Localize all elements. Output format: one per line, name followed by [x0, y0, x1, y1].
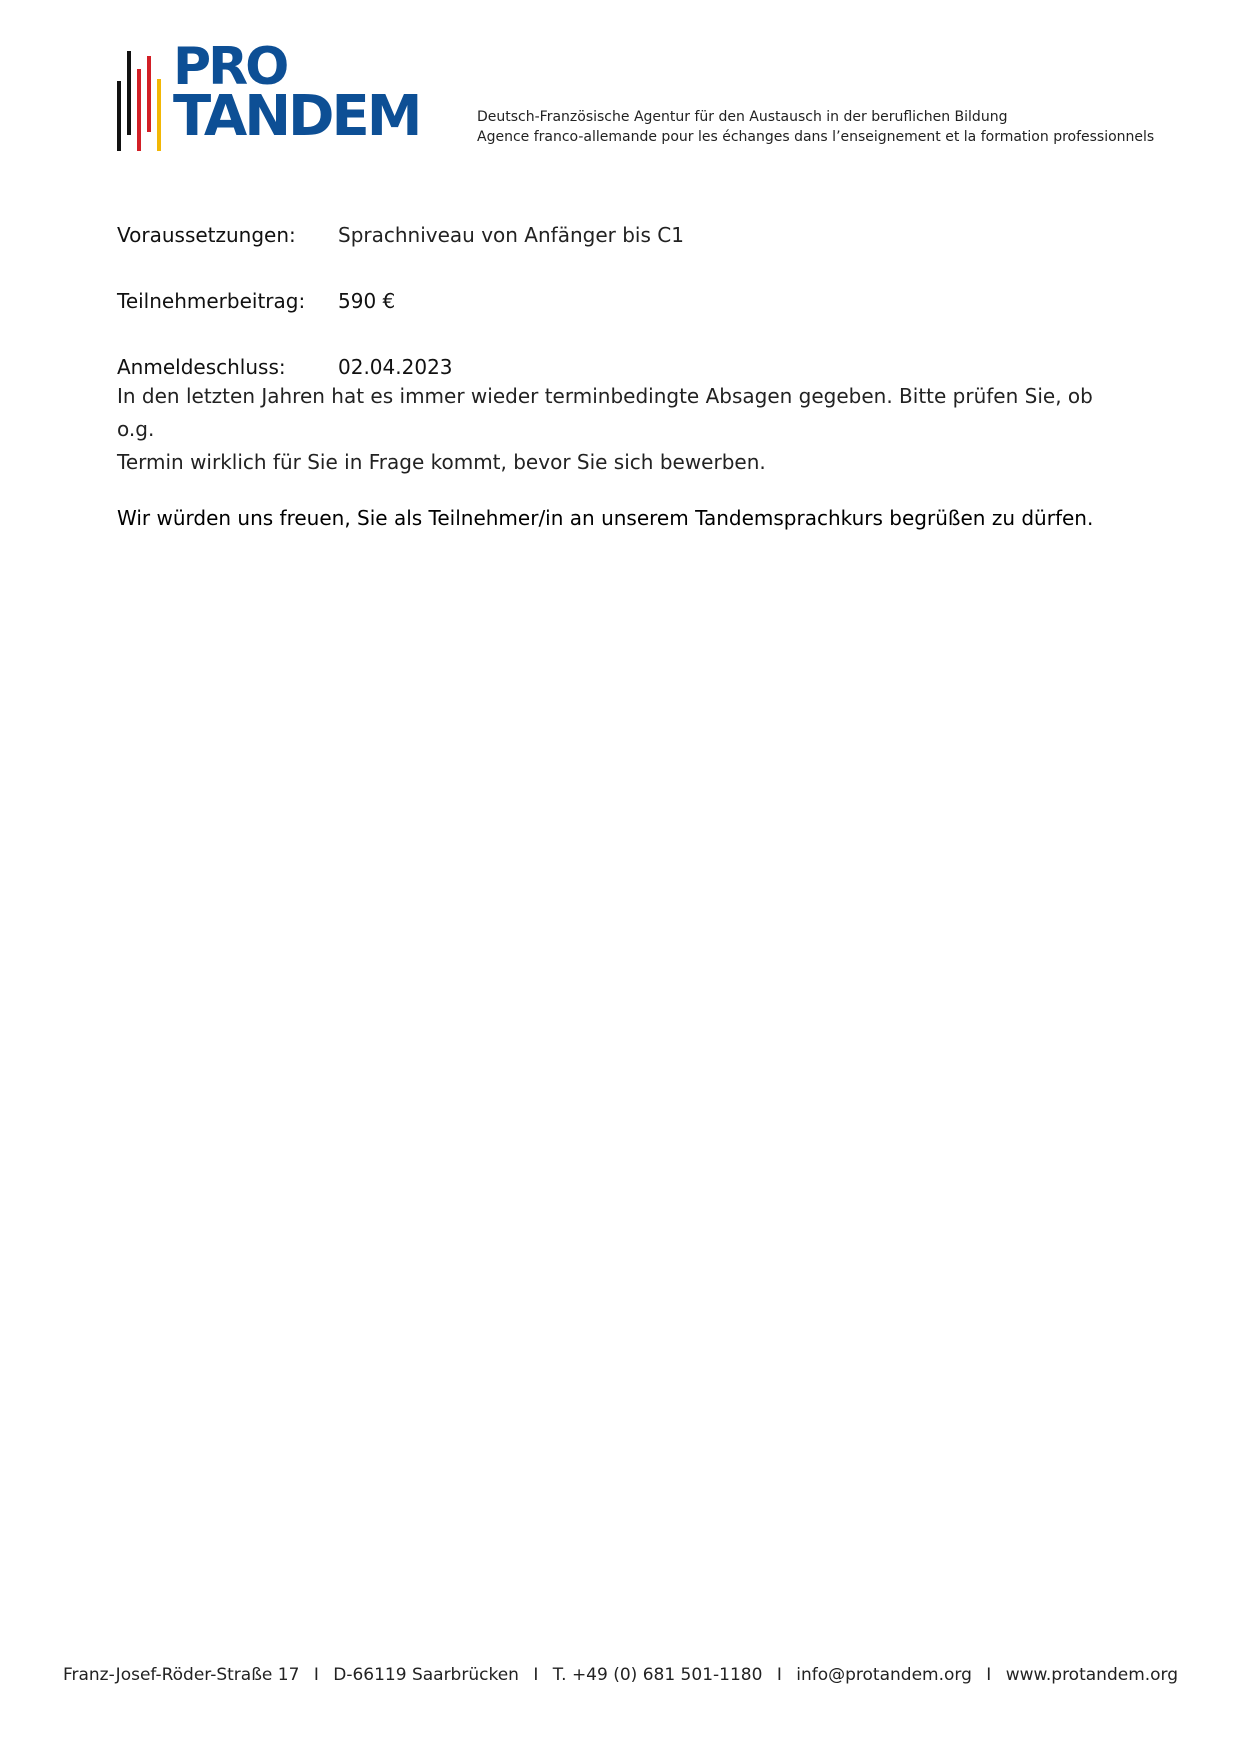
closing-statement: Wir würden uns freuen, Sie als Teilnehmer/in an unserem Tandemsprachkurs begrüßen zu dürfen. [117, 506, 1094, 530]
logo-bar-3 [137, 69, 141, 151]
footer-separator: I [533, 1665, 539, 1685]
logo-bars [117, 51, 165, 151]
requirements-value: Sprachniveau von Anfänger bis C1 [338, 223, 684, 247]
deadline-value: 02.04.2023 [338, 355, 453, 379]
footer-contact [0, 1665, 1241, 1685]
agency-description-fr: Agence franco-allemande pour les échanges dans l’enseignement et la formation professionnels [477, 129, 1155, 145]
fee-row [117, 288, 1117, 314]
fee-value: 590 € [338, 289, 396, 313]
cancellation-notice [117, 380, 1117, 479]
deadline-row [117, 354, 1117, 380]
agency-description-de: Deutsch-Französische Agentur für den Austausch in der beruflichen Bildung [477, 109, 1008, 125]
logo-bar-5 [157, 79, 161, 151]
fee-label: Teilnehmerbeitrag: [117, 289, 306, 313]
footer-website: www.protandem.org [1005, 1665, 1179, 1685]
footer-separator: I [986, 1665, 992, 1685]
protandem-logo [117, 37, 427, 152]
footer-separator: I [776, 1665, 782, 1685]
logo-bar-4 [147, 56, 151, 132]
logo-word-pro: PRO [173, 37, 287, 97]
deadline-label: Anmeldeschluss: [117, 355, 286, 379]
notice-line-1: In den letzten Jahren hat es immer wieder terminbedingte Absagen gegeben. Bitte prüfen Sie, ob o.g. [117, 384, 1093, 441]
logo-bar-1 [117, 81, 121, 151]
logo-word-tandem: TANDEM [173, 84, 420, 149]
course-details [117, 222, 1117, 532]
footer-city: D-66119 Saarbrücken [333, 1665, 519, 1685]
letterhead [117, 37, 1155, 158]
footer-phone: T. +49 (0) 681 501-1180 [552, 1665, 763, 1685]
logo-bar-2 [127, 51, 131, 135]
footer-email: info@protandem.org [796, 1665, 972, 1685]
logo-wordmark [173, 37, 420, 149]
requirements-label: Voraussetzungen: [117, 223, 296, 247]
footer-separator: I [313, 1665, 319, 1685]
requirements-row [117, 222, 1117, 248]
agency-description [477, 107, 1154, 147]
footer-address: Franz-Josef-Röder-Straße 17 [62, 1665, 300, 1685]
notice-line-2: Termin wirklich für Sie in Frage kommt, bevor Sie sich bewerben. [117, 450, 766, 474]
